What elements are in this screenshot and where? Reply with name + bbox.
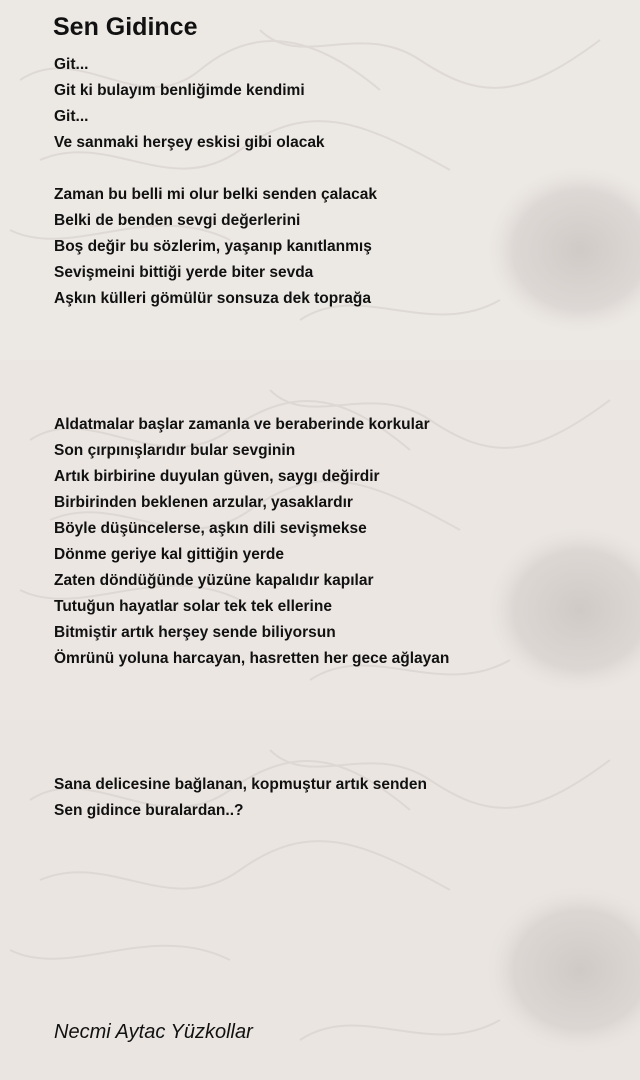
poem-line: Dönme geriye kal gittiğin yerde <box>54 546 284 563</box>
poem-line: Sen gidince buralardan..? <box>54 802 244 819</box>
poem-line: Bitmiştir artık herşey sende biliyorsun <box>54 624 336 641</box>
poem-line: Artık birbirine duyulan güven, saygı değirdir <box>54 468 380 485</box>
poem-line: Git... <box>54 108 89 125</box>
stanza-4 <box>54 772 614 824</box>
poem-line: Sevişmeini bittiği yerde biter sevda <box>54 264 314 281</box>
poem-line: Aldatmalar başlar zamanla ve beraberinde korkular <box>54 416 430 433</box>
poem-line: Zaman bu belli mi olur belki senden çalacak <box>54 186 378 203</box>
stanza-3 <box>54 412 614 672</box>
poem-body <box>54 52 614 824</box>
poem-line: Sana delicesine bağlanan, kopmuştur artık senden <box>54 776 427 793</box>
poem-line: Git... <box>54 56 89 73</box>
poem-author: Necmi Aytac Yüzkollar <box>54 1021 253 1043</box>
stanza-gap <box>54 312 614 412</box>
poem-line: Belki de benden sevgi değerlerini <box>54 212 301 229</box>
poem-line: Böyle düşüncelerse, aşkın dili sevişmekse <box>54 520 367 537</box>
poem-line: Git ki bulayım benliğimde kendimi <box>54 82 305 99</box>
stanza-gap <box>54 672 614 772</box>
poem-title: Sen Gidince <box>53 13 198 41</box>
poem-line: Aşkın külleri gömülür sonsuza dek toprağa <box>54 290 371 307</box>
poem-line: Son çırpınışlarıdır bular sevginin <box>54 442 296 459</box>
poem-line: Boş değir bu sözlerim, yaşanıp kanıtlanmış <box>54 238 372 255</box>
poem-line: Tutuğun hayatlar solar tek tek ellerine <box>54 598 332 615</box>
poem-line: Ve sanmaki herşey eskisi gibi olacak <box>54 134 325 151</box>
stanza-gap <box>54 156 614 182</box>
stanza-2 <box>54 182 614 312</box>
poem-line: Birbirinden beklenen arzular, yasaklardır <box>54 494 353 511</box>
poem-line: Ömrünü yoluna harcayan, hasretten her gece ağlayan <box>54 650 450 667</box>
poem-line: Zaten döndüğünde yüzüne kapalıdır kapılar <box>54 572 374 589</box>
stanza-1 <box>54 52 614 156</box>
